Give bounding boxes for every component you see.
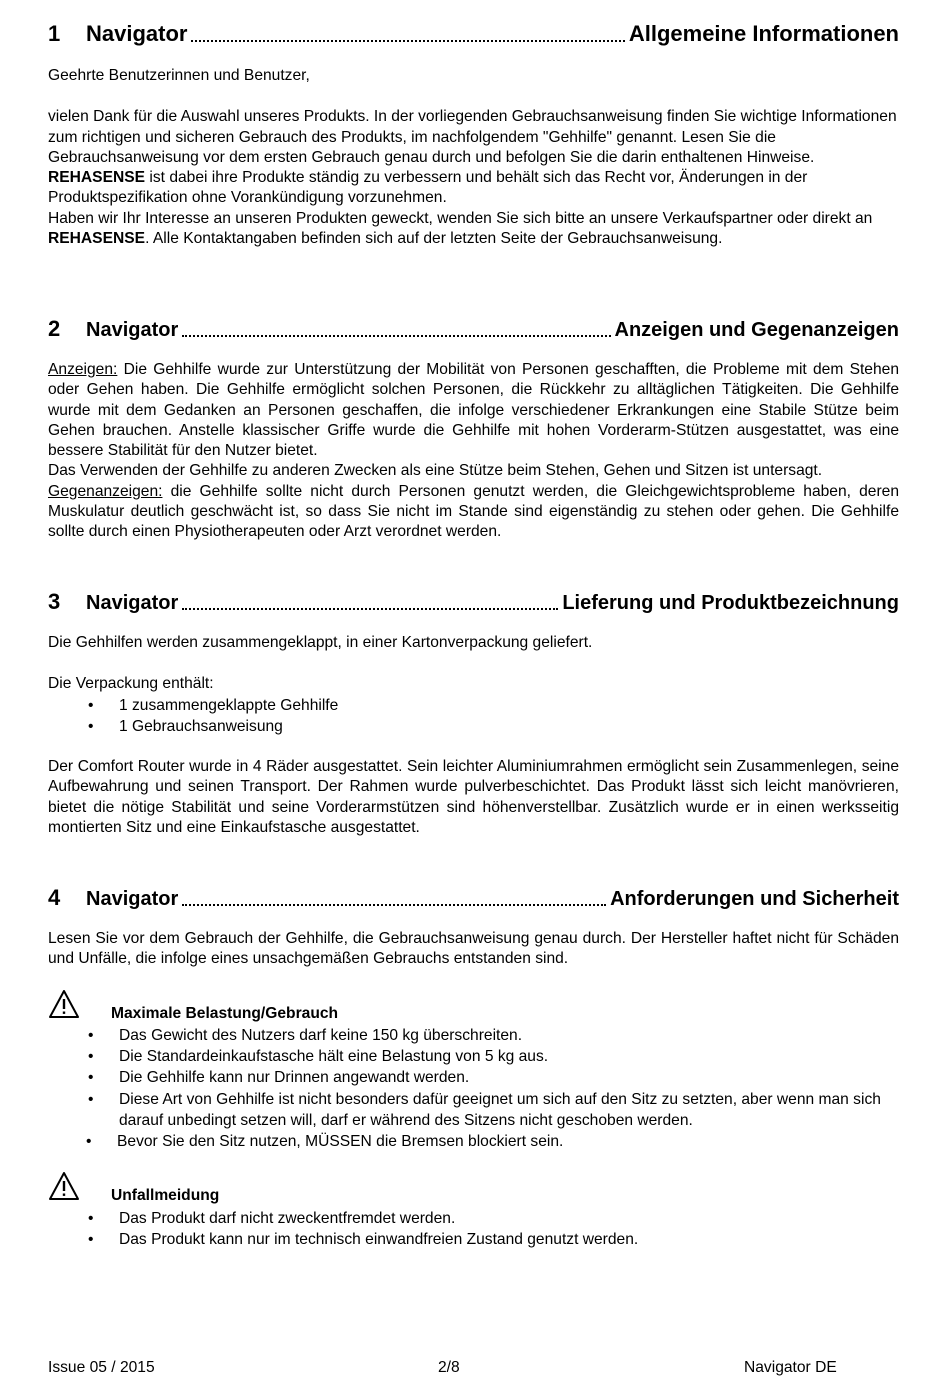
list-item-text: Bevor Sie den Sitz nutzen, MÜSSEN die Bremsen blockiert sein. (117, 1133, 564, 1151)
warning-triangle-icon (48, 989, 80, 1024)
contraindications-label: Gegenanzeigen: (48, 482, 163, 500)
brand-paragraph-text: ist dabei ihre Produkte ständig zu verbessern und behält sich das Recht vor, Änderungen in der Produktspezifikation ohne Vorankündigung vorzunehmen. (48, 169, 808, 207)
bullet-dot: • (88, 717, 94, 735)
section-title: Lieferung und Produktbezeichnung (562, 592, 899, 614)
contact-paragraph (48, 209, 899, 250)
warning-title: Maximale Belastung/Gebrauch (111, 1005, 339, 1022)
section-title: Allgemeine Informationen (628, 21, 899, 46)
dotted-leader (191, 40, 624, 42)
bullet-dot: • (88, 696, 94, 714)
bullet-dot: • (88, 1048, 94, 1066)
brand-name: REHASENSE (48, 169, 146, 187)
bullet-dot: • (88, 1027, 94, 1044)
brand-paragraph (48, 168, 899, 209)
list-item-text: Das Produkt kann nur im technisch einwandfreien Zustand genutzt werden. (119, 1231, 639, 1249)
dotted-leader (182, 335, 610, 337)
section-number: 2 (48, 316, 61, 341)
list-item (48, 1046, 899, 1067)
list-item-text: Das Produkt darf nicht zweckentfremdet werden. (119, 1210, 456, 1227)
list-item-text: 1 Gebrauchsanweisung (119, 717, 283, 735)
dotted-leader (182, 904, 606, 906)
section-3-body (48, 633, 899, 838)
section-1-body (48, 66, 899, 249)
section-title: Anzeigen und Gegenanzeigen (614, 319, 899, 341)
list-item (48, 695, 899, 716)
footer-issue: Issue 05 / 2015 (48, 1359, 155, 1376)
list-item (48, 1025, 899, 1046)
bullet-dot: • (88, 1210, 94, 1227)
section-name: Navigator (86, 592, 179, 614)
section-number: 1 (48, 21, 61, 46)
contact-text-end: . Alle Kontaktangaben befinden sich auf der letzten Seite der Gebrauchsanweisung. (145, 230, 723, 248)
bullet-dot: • (88, 1231, 94, 1249)
list-item-text: 1 zusammengeklappte Gehhilfe (119, 696, 339, 714)
intro-paragraph: vielen Dank für die Auswahl unseres Produkts. In der vorliegenden Gebrauchsanweisung finden Sie wichtige Informationen zum richtigen und sicheren Gebrauch des Produkts, im nachfolgendem "Gehhilfe" genannt. Lesen Sie die Gebrauchsanweisung vor dem ersten Gebrauch genau durch und befolgen Sie die darin enthaltenen Hinweise. (48, 108, 897, 166)
contraindications-text: die Gehhilfe sollte nicht durch Personen genutzt werden, die Gleichgewichtsprobleme haben, deren Muskulatur deutlich geschwächt ist, so dass Sie nicht im Stande sind eigenständig zu stehen oder gehen. Die Gehhilfe sollte durch einen Physiotherapeuten oder Arzt verordnet werden. (48, 482, 899, 541)
bullet-dot: • (88, 1090, 94, 1108)
section-1-header (48, 16, 899, 46)
indications-label: Anzeigen: (48, 361, 118, 378)
usage-paragraph: Das Verwenden der Gehhilfe zu anderen Zwecken als eine Stütze beim Stehen, Gehen und Sitzen ist untersagt. (48, 462, 823, 480)
bullet-dot: • (88, 1069, 94, 1087)
warning-list (48, 1025, 899, 1152)
list-item (48, 716, 899, 737)
safety-intro: Lesen Sie vor dem Gebrauch der Gehhilfe, die Gebrauchsanweisung genau durch. Der Hersteller haftet nicht für Schäden und Unfälle, die infolge eines unsachgemäßen Gebrauchs entstanden sind. (48, 930, 899, 968)
list-item-text: Diese Art von Gehhilfe ist nicht besonders dafür geeignet um sich auf den Sitz zu setzten, aber wenn man sich darauf unbedingt setzen will, darf er während des Sitzens nicht geschoben werden. (119, 1090, 881, 1129)
section-name: Navigator (86, 888, 179, 910)
list-item (48, 1089, 899, 1131)
section-4-intro (48, 929, 899, 970)
warning-2-list-block (48, 1208, 899, 1250)
list-item (48, 1131, 899, 1152)
section-title: Anforderungen und Sicherheit (610, 888, 899, 910)
list-item-text: Die Standardeinkaufstasche hält eine Belastung von 5 kg aus. (119, 1048, 549, 1066)
warning-title: Unfallmeidung (111, 1187, 220, 1204)
list-item (48, 1229, 899, 1250)
list-item-text: Die Gehhilfe kann nur Drinnen angewandt werden. (119, 1069, 470, 1087)
list-item-text: Das Gewicht des Nutzers darf keine 150 kg überschreiten. (119, 1027, 523, 1044)
section-3-header (48, 584, 899, 614)
contraindications-paragraph (48, 482, 899, 543)
contents-label: Die Verpackung enthält: (48, 675, 214, 693)
indications-paragraph (48, 360, 899, 461)
dotted-leader (182, 608, 558, 610)
list-item (48, 1208, 899, 1229)
section-4-header (48, 880, 899, 910)
bullet-dot: • (86, 1133, 92, 1151)
greeting: Geehrte Benutzerinnen und Benutzer, (48, 67, 310, 84)
delivery-text: Die Gehhilfen werden zusammengeklappt, in einer Kartonverpackung geliefert. (48, 634, 593, 651)
warning-list (48, 1208, 899, 1250)
section-number: 3 (48, 589, 61, 614)
warning-1-list-block (48, 1025, 899, 1152)
section-2-header (48, 311, 899, 341)
footer-page-number: 2/8 (438, 1359, 460, 1376)
section-2-body (48, 360, 899, 543)
brand-name: REHASENSE (48, 230, 146, 248)
section-number: 4 (48, 885, 61, 910)
product-description: Der Comfort Router wurde in 4 Räder ausgestattet. Sein leichter Aluminiumrahmen ermöglicht sein Zusammenlegen, seine Aufbewahrung und seinen Transport. Der Rahmen wurde pulverbeschichtet. Das Produkt lässt sich leicht manövrieren, bietet die nötige Stabilität und seine Vorderarmstützen sind höhenverstellbar. Zusätzlich wurde er in einen werksseitig montierten Sitz und eine Einkaufstasche ausgestattet. (48, 758, 899, 836)
section-name: Navigator (86, 21, 188, 46)
indications-text: Die Gehhilfe wurde zur Unterstützung der Mobilität von Personen geschafften, die Probleme mit dem Stehen oder Gehen haben. Die Gehhilfe ermöglicht solchen Personen, die Rückkehr zu alltäglichen Tätigkeiten. Die Gehhilfe wurde mit dem Gedanken an Personen geschaffen, die infolge verschiedener Erkrankungen eine Stabile Stütze beim Gehen brauchen. Anstelle klassischer Griffe wurde die Gehhilfe mit hohen Vorderarm-Stützen ausgestattet, was eine bessere Stabilität für den Nutzer bietet. (48, 361, 899, 460)
footer-document-name: Navigator DE (744, 1359, 837, 1376)
contents-list (48, 695, 899, 737)
list-item (48, 1067, 899, 1088)
contact-text-start: Haben wir Ihr Interesse an unseren Produkten geweckt, wenden Sie sich bitte an unsere Verkaufspartner oder direkt an (48, 209, 873, 227)
section-name: Navigator (86, 319, 179, 341)
warning-triangle-icon (48, 1171, 80, 1206)
